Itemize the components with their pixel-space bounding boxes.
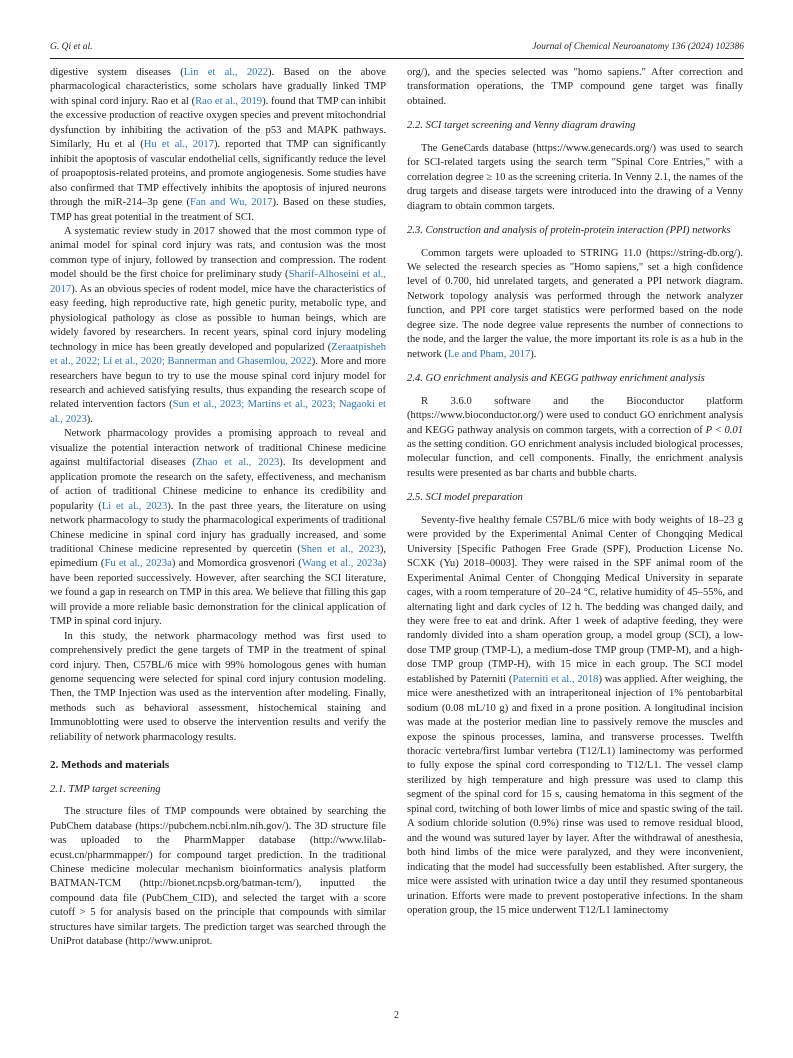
citation-link[interactable]: Zeraatpisheh et al., 2022; Li et al., 2020; Bannerman and Ghasemlou, 2022	[50, 341, 386, 368]
paragraph: Network pharmacology provides a promising approach to reveal and visualize the potential interaction network of traditional Chinese medicine against multifactorial diseases (Zhao et al., 2023). Its development and application promote the research on the safety, effectiveness, and mechanism of action of traditional Chinese medicine to enhance its credibility and popularity (Li et al., 2023). In the past three years, the literature on using network pharmacology to study the pharmacological experiments of traditional Chinese medicine in spinal cord injury has gradually increased, and some traditional Chinese medicine represented by quercetin (Shen et al., 2023), epimedium (Fu et al., 2023a) and Momordica grosvenori (Wang et al., 2023a) have been reported successively. However, after searching the SCI literature, we found a gap in research on TMP in this area. We believe that filling this gap will provide a more reliable basic demonstration for the clinical application of TMP in spinal cord injury.	[50, 428, 386, 628]
section-heading: 2. Methods and materials	[50, 759, 170, 772]
citation-link[interactable]: Hu et al., 2017	[143, 139, 214, 151]
citation-link[interactable]: Le and Pham, 2017	[447, 348, 531, 360]
citation-link[interactable]: Paterniti et al., 2018	[512, 673, 599, 685]
citation-link[interactable]: Lin et al., 2022	[183, 67, 269, 78]
right-column	[407, 66, 743, 918]
subsection-heading: 2.4. GO enrichment analysis and KEGG pathway enrichment analysis	[407, 373, 705, 385]
left-column	[50, 66, 386, 950]
subsection-heading: 2.3. Construction and analysis of protein-protein interaction (PPI) networks	[407, 225, 731, 237]
paragraph: A systematic review study in 2017 showed that the most common type of animal model for spinal cord injury was rats, and contusion was the most common type of injury, followed by transection and compression. The rodent model should be the first choice for preliminary study (Sharif-Alhoseini et al., 2017). As an obvious species of rodent model, mice have the characteristics of easy feeding, high reproductive rate, high genetic purity, metabolic type, and physiological pathology as close as possible to human beings, which are widely favored by researchers. In recent years, spinal cord injury modeling technology in mice has been greatly developed and popularized (Zeraatpisheh et al., 2022; Li et al., 2020; Bannerman and Ghasemlou, 2022). More and more researchers have begun to try to use the mouse spinal cord injury model for research and achieved satisfying results, thus expanding the research scope of related intervention factors (Sun et al., 2023; Martins et al., 2023; Nagaoki et al., 2023).	[50, 225, 387, 425]
citation-link[interactable]: Fan and Wu, 2017	[190, 197, 273, 209]
running-header-journal: Journal of Chemical Neuroanatomy 136 (2024) 102386	[532, 42, 744, 52]
citation-link[interactable]: Shen et al., 2023	[300, 543, 380, 555]
paragraph: The GeneCards database (https://www.genecards.org/) was used to search for SCI-related targets using the search term "Spinal Core Entries," with a correlation degree ≥ 10 as the screening criteria. In Venny 2.1, the names of the drug targets and disease targets were introduced into the drawing of a Venny diagram to obtain common targets.	[407, 142, 743, 212]
citation-link[interactable]: Li et al., 2023	[101, 500, 168, 512]
header-rule	[50, 58, 744, 59]
citation-link[interactable]: Fu et al., 2023a	[104, 558, 172, 570]
paragraph: org/), and the species selected was "homo sapiens." After correction and transformation operations, the TMP compound gene target was finally obtained.	[407, 67, 743, 107]
subsection-heading: 2.5. SCI model preparation	[407, 492, 523, 504]
citation-link[interactable]: Zhao et al., 2023	[195, 457, 280, 469]
subsection-heading: 2.2. SCI target screening and Venny diagram drawing	[407, 120, 636, 132]
citation-link[interactable]: Sharif-Alhoseini et al., 2017	[50, 269, 387, 295]
paragraph: The structure files of TMP compounds were obtained by searching the PubChem database (https://pubchem.ncbi.nlm.nih.gov/). The 3D structure file was uploaded to the PharmMapper database (http://www.lilab-ecust.cn/pharmmapper/) for compound target prediction. In the traditional Chinese medicine molecular mechanism bioinformatics analysis platform BATMAN-TCM (http://bionet.ncpsb.org/batman-tcm/), inputted the compound data file (PubChem_CID), and selected the target with a score cutoff > 5 for analysis based on the principle that compounds with similar structures have similar targets. The prediction target was searched through the UniProt database (http://www.uniprot.	[50, 806, 386, 948]
subsection-heading: 2.1. TMP target screening	[50, 783, 161, 795]
paragraph: Seventy-five healthy female C57BL/6 mice with body weights of 18–23 g were provided by the Experimental Animal Center of Chongqing Medical University [Specific Pathogen Free Grade (SPF), Production License No. SCXK (Yu) 2018–0003]. They were raised in the SPF animal room of the Experimental Animal Center of Chongqing Medical University in separate cages, with a room temperature of 20–24 °C, relative humidity of 45–55%, and alternating light and dark cycles of 12 h. The bedding was changed daily, and they were free to eat and drink. After 1 week of adaptive feeding, they were randomly divided into a sham operation group, a model group (SCI), a low-dose TMP group (TMP-L), a medium-dose TMP group (TMP-M), and a high-dose TMP group (TMP-H), with 15 mice in each group. The SCI model established by Paterniti (Paterniti et al., 2018) was applied. After weighing, the mice were anesthetized with an intraperitoneal injection of 1% pentobarbital sodium (0.08 mL/10 g) and fixed in a prone position. A longitudinal incision was made at the posterior median line to passively remove the muscles and expose the spinous processes, lamina, and transverse processes. Twelfth thoracic vertebra/first lumbar vertebra (T12/L1) laminectomy was performed to fully expose the spinal cord corresponding to T12/L1. The vessel clamp sterilized by high temperature and high pressure was used to clamp this segment of the spinal cord for 15 s, causing hematoma in this segment of the spinal cord, twitching of both lower limbs of mice and spastic swing of the tail. A sodium chloride solution (0.9%) rinse was used to remove residual blood, and the wound was sutured layer by layer. After the withdrawal of anesthesia, both hind limbs of the mice were paralyzed, and they were inconvenient, indicating that the model had successfully been established. After surgery, the mice were assisted with urination twice a day until they resumed spontaneous urination. Efforts were made to prevent postoperative infections. In the sham operation group, the 15 mice underwent T12/L1 laminectomy	[407, 514, 743, 917]
citation-link[interactable]: Wang et al., 2023a	[301, 558, 383, 570]
citation-link[interactable]: Sun et al., 2023; Martins et al., 2023; Nagaoki et al., 2023	[50, 399, 386, 425]
paragraph: In this study, the network pharmacology method was first used to comprehensively predict the gene targets of TMP in the treatment of spinal cord injury. Then, C57BL/6 mice with 99% homologous genes with human genome sequencing were selected for spinal cord injury contusion modeling. Then, the TMP Injection was used as the intervention after modeling. Finally, methods such as behavioral assessment, histochemical staining and Immunoblotting were used to observe the intervention results and verify the reliability of network pharmacology results.	[50, 630, 386, 743]
paragraph: Common targets were uploaded to STRING 11.0 (https://string-db.org/). We selected the research species as "Homo sapiens," set a high confidence level of 0.700, hid unrelated targets, and generated a PPI network diagram. Network topology analysis was performed through the network analyzer function, and PPI core target statistics were performed based on the node degree size. The node degree value represents the number of connections to the node, and the larger the value, the more important its role is as a hub in the network (Le and Pham, 2017).	[407, 247, 743, 360]
paragraph: R 3.6.0 software and the Bioconductor platform (https://www.bioconductor.org/) were used to conduct GO enrichment analysis and KEGG pathway analysis on common targets, with a correction of P < 0.01 as the setting condition. GO enrichment analysis included biological processes, molecular function, and cell components. Finally, the enrichment analysis results were presented as bar charts and bubble charts.	[407, 395, 744, 479]
running-header-authors: G. Qi et al.	[50, 42, 93, 52]
page-number: 2	[394, 1010, 399, 1021]
citation-link[interactable]: Rao et al., 2019	[195, 95, 263, 107]
paragraph: digestive system diseases (Lin et al., 2022). Based on the above pharmacological characteristics, some scholars have gradually linked TMP with spinal cord injury. Rao et al (Rao et al., 2019). found that TMP can inhibit the excessive production of reactive oxygen species and prevent mitochondrial dysfunction by inhibiting the activation of the p53 and MAPK pathways. Similarly, Hu et al (Hu et al., 2017). reported that TMP can significantly inhibit the apoptosis of vascular endothelial cells, significantly reduce the level of proapoptosis-related proteins, and promote angiogenesis. Some studies have also confirmed that TMP effectively inhibits the apoptosis of injured neurons through the miR-214–3p gene (Fan and Wu, 2017). Based on these studies, TMP has great potential in the treatment of SCI.	[50, 67, 386, 223]
p-value: P < 0.01	[705, 424, 744, 436]
